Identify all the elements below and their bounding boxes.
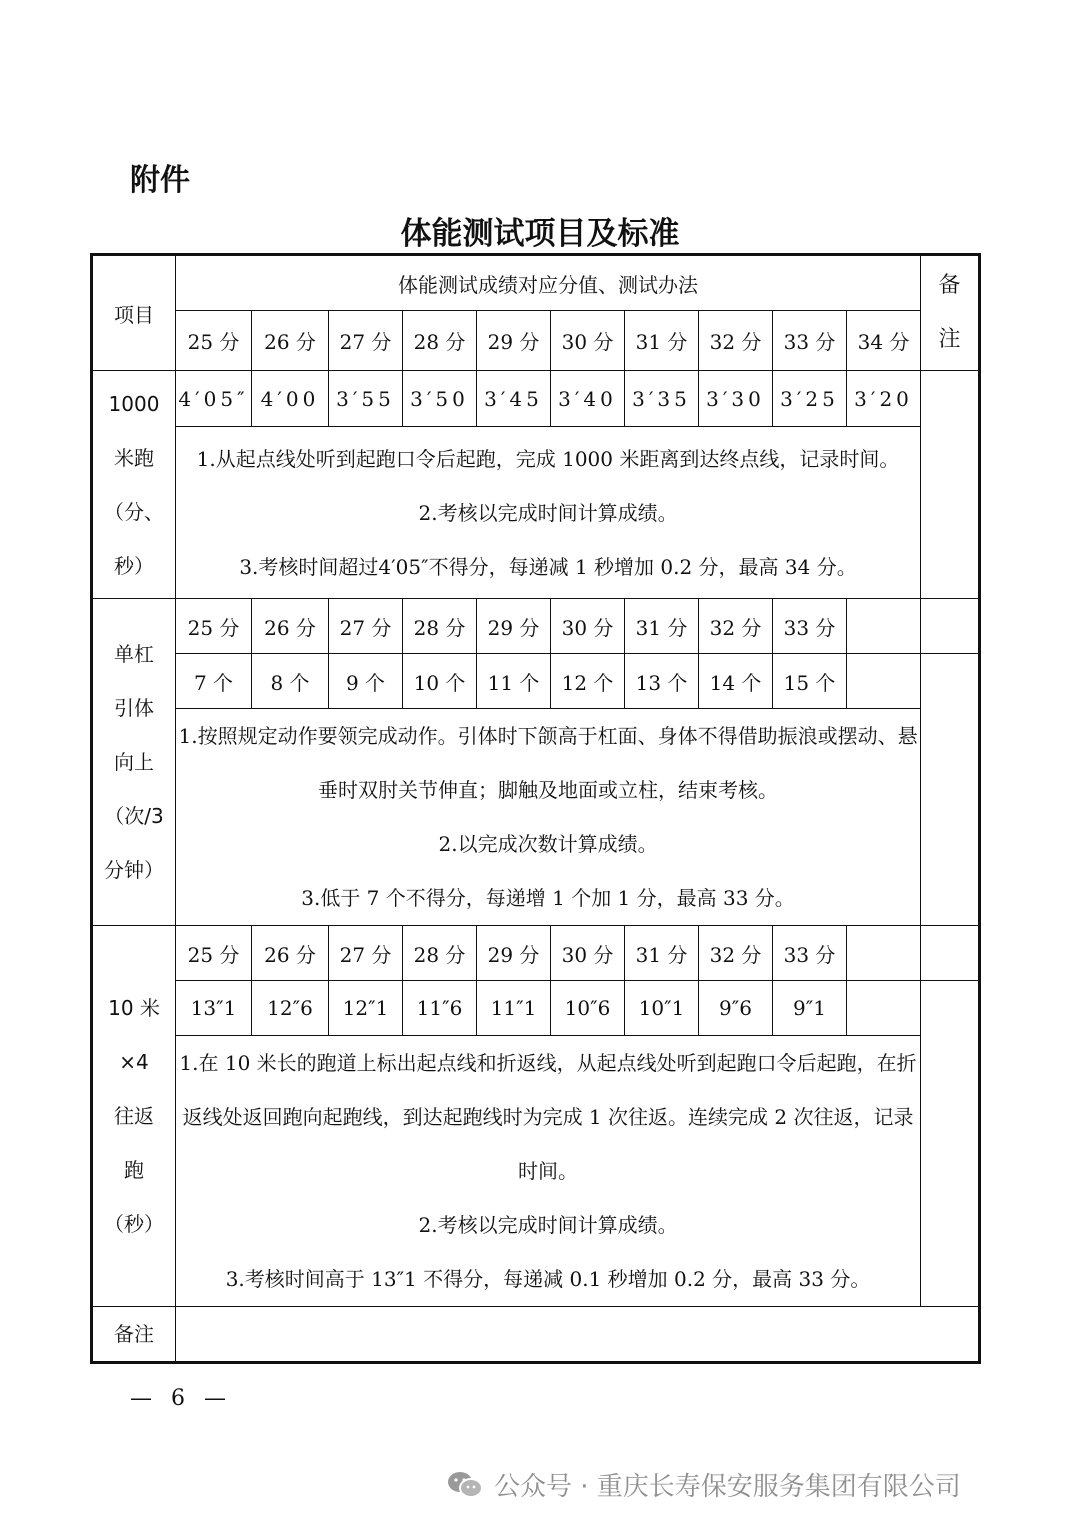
shuttle-value: 9″6 [699, 981, 773, 1036]
header-remark [921, 255, 980, 371]
header-remark-bottom: 注 [938, 327, 961, 352]
shuttle-rule: 2.考核以完成时间计算成绩。 [418, 1213, 678, 1237]
run1000-value: 3′20 [847, 371, 921, 427]
header-project: 项目 [92, 255, 176, 371]
header-score: 28 分 [403, 311, 477, 371]
shuttle-label-line: 10 米 [108, 996, 160, 1020]
document-title: 体能测试项目及标准 [400, 216, 680, 252]
run1000-label-line: （分、 [104, 499, 164, 524]
run1000-rule: 3.考核时间超过4′05″不得分，每递减 1 秒增加 0.2 分，最高 34 分。 [239, 554, 857, 579]
pullup-value: 10 个 [403, 654, 477, 709]
watermark [446, 1466, 961, 1503]
shuttle-value: 10″6 [551, 981, 625, 1036]
shuttle-score: 29 分 [477, 926, 551, 981]
run1000-value: 3′35 [625, 371, 699, 427]
header-score: 25 分 [176, 311, 252, 371]
shuttle-score: 33 分 [773, 926, 847, 981]
run1000-label [92, 371, 176, 599]
header-center: 体能测试成绩对应分值、测试办法 [176, 255, 921, 311]
shuttle-value: 12″1 [329, 981, 403, 1036]
shuttle-label-line: 跑 [124, 1158, 144, 1182]
pullup-label-line: （次/3 [104, 804, 164, 828]
header-score: 29 分 [477, 311, 551, 371]
run1000-label-line: 秒） [114, 553, 154, 578]
shuttle-value: 13″1 [176, 981, 252, 1036]
shuttle-score: 25 分 [176, 926, 252, 981]
pullup-score: 29 分 [477, 599, 551, 654]
run1000-rule: 1.从起点线处听到起跑口令后起跑，完成 1000 米距离到达终点线，记录时间。 [196, 446, 900, 471]
pullup-score: 25 分 [176, 599, 252, 654]
pullup-score: 31 分 [625, 599, 699, 654]
run1000-rules [176, 427, 921, 599]
pullup-score: 26 分 [252, 599, 329, 654]
pullup-rules [176, 709, 921, 926]
shuttle-value: 11″1 [477, 981, 551, 1036]
pullup-score: 28 分 [403, 599, 477, 654]
shuttle-value: 10″1 [625, 981, 699, 1036]
run1000-value: 3′50 [403, 371, 477, 427]
shuttle-label-line: ×4 [119, 1050, 149, 1074]
shuttle-remark-top [921, 926, 980, 981]
shuttle-value: 11″6 [403, 981, 477, 1036]
shuttle-label-line: 往返 [114, 1104, 154, 1128]
pullup-label-line: 引体 [114, 696, 154, 720]
pullup-remark-top [921, 599, 980, 654]
shuttle-label [92, 926, 176, 1307]
header-remark-top: 备 [938, 273, 961, 298]
pullup-score: 32 分 [699, 599, 773, 654]
run1000-value: 3′45 [477, 371, 551, 427]
run1000-value: 3′40 [551, 371, 625, 427]
header-score: 34 分 [847, 311, 921, 371]
run1000-value: 3′30 [699, 371, 773, 427]
run1000-value: 4′05″ [176, 371, 252, 427]
header-score: 27 分 [329, 311, 403, 371]
run1000-value: 4′00 [252, 371, 329, 427]
header-score: 26 分 [252, 311, 329, 371]
shuttle-rule: 1.在 10 米长的跑道上标出起点线和折返线，从起点线处听到起跑口令后起跑，在折返线处返回跑向起跑线，到达起跑线时为完成 1 次往返。连续完成 2 次往返，记录时间。 [179, 1051, 917, 1183]
pullup-value: 13 个 [625, 654, 699, 709]
pullup-rule: 1.按照规定动作要领完成动作。引体时下颌高于杠面、身体不得借助振浪或摆动、悬垂时双肘关节伸直；脚触及地面或立柱，结束考核。 [178, 724, 918, 802]
pullup-label [92, 599, 176, 926]
shuttle-rule: 3.考核时间高于 13″1 不得分，每递减 0.1 秒增加 0.2 分，最高 33 分。 [225, 1267, 871, 1291]
shuttle-label-line: （秒） [104, 1212, 164, 1236]
run1000-value: 3′55 [329, 371, 403, 427]
shuttle-value: 9″1 [773, 981, 847, 1036]
pullup-rule: 3.低于 7 个不得分，每递增 1 个加 1 分，最高 33 分。 [301, 886, 795, 910]
shuttle-remark [921, 981, 980, 1307]
pullup-value: 9 个 [329, 654, 403, 709]
pullup-value: 15 个 [773, 654, 847, 709]
header-score: 31 分 [625, 311, 699, 371]
pullup-value: 14 个 [699, 654, 773, 709]
wechat-icon [446, 1469, 484, 1501]
shuttle-score: 27 分 [329, 926, 403, 981]
shuttle-value: 12″6 [252, 981, 329, 1036]
pullup-score: 27 分 [329, 599, 403, 654]
header-score: 32 分 [699, 311, 773, 371]
run1000-label-line: 1000 [108, 391, 160, 416]
run1000-value: 3′25 [773, 371, 847, 427]
shuttle-score: 30 分 [551, 926, 625, 981]
pullup-rule: 2.以完成次数计算成绩。 [438, 832, 658, 856]
pullup-empty-cell [847, 654, 921, 709]
shuttle-score: 26 分 [252, 926, 329, 981]
pullup-label-line: 分钟） [104, 858, 164, 882]
header-score: 30 分 [551, 311, 625, 371]
pullup-value: 11 个 [477, 654, 551, 709]
pullup-label-line: 单杠 [114, 642, 154, 666]
run1000-rule: 2.考核以完成时间计算成绩。 [418, 500, 678, 525]
page-number: — 6 — [130, 1386, 232, 1411]
shuttle-score: 32 分 [699, 926, 773, 981]
watermark-text: 公众号 · 重庆长寿保安服务集团有限公司 [494, 1472, 961, 1502]
pullup-remark [921, 654, 980, 926]
header-score: 33 分 [773, 311, 847, 371]
pullup-label-line: 向上 [114, 750, 154, 774]
footer-remark-content [176, 1307, 980, 1363]
pullup-value: 7 个 [176, 654, 252, 709]
attachment-label: 附件 [130, 163, 190, 198]
shuttle-score: 31 分 [625, 926, 699, 981]
shuttle-score: 28 分 [403, 926, 477, 981]
pullup-score: 33 分 [773, 599, 847, 654]
run1000-remark [921, 371, 980, 599]
shuttle-empty-cell [847, 926, 921, 981]
pullup-value: 8 个 [252, 654, 329, 709]
pullup-score: 30 分 [551, 599, 625, 654]
footer-remark-label: 备注 [92, 1307, 176, 1363]
pullup-value: 12 个 [551, 654, 625, 709]
shuttle-rules [176, 1036, 921, 1307]
run1000-label-line: 米跑 [114, 445, 154, 470]
shuttle-empty-cell [847, 981, 921, 1036]
standards-table [90, 253, 981, 1364]
pullup-empty-cell [847, 599, 921, 654]
